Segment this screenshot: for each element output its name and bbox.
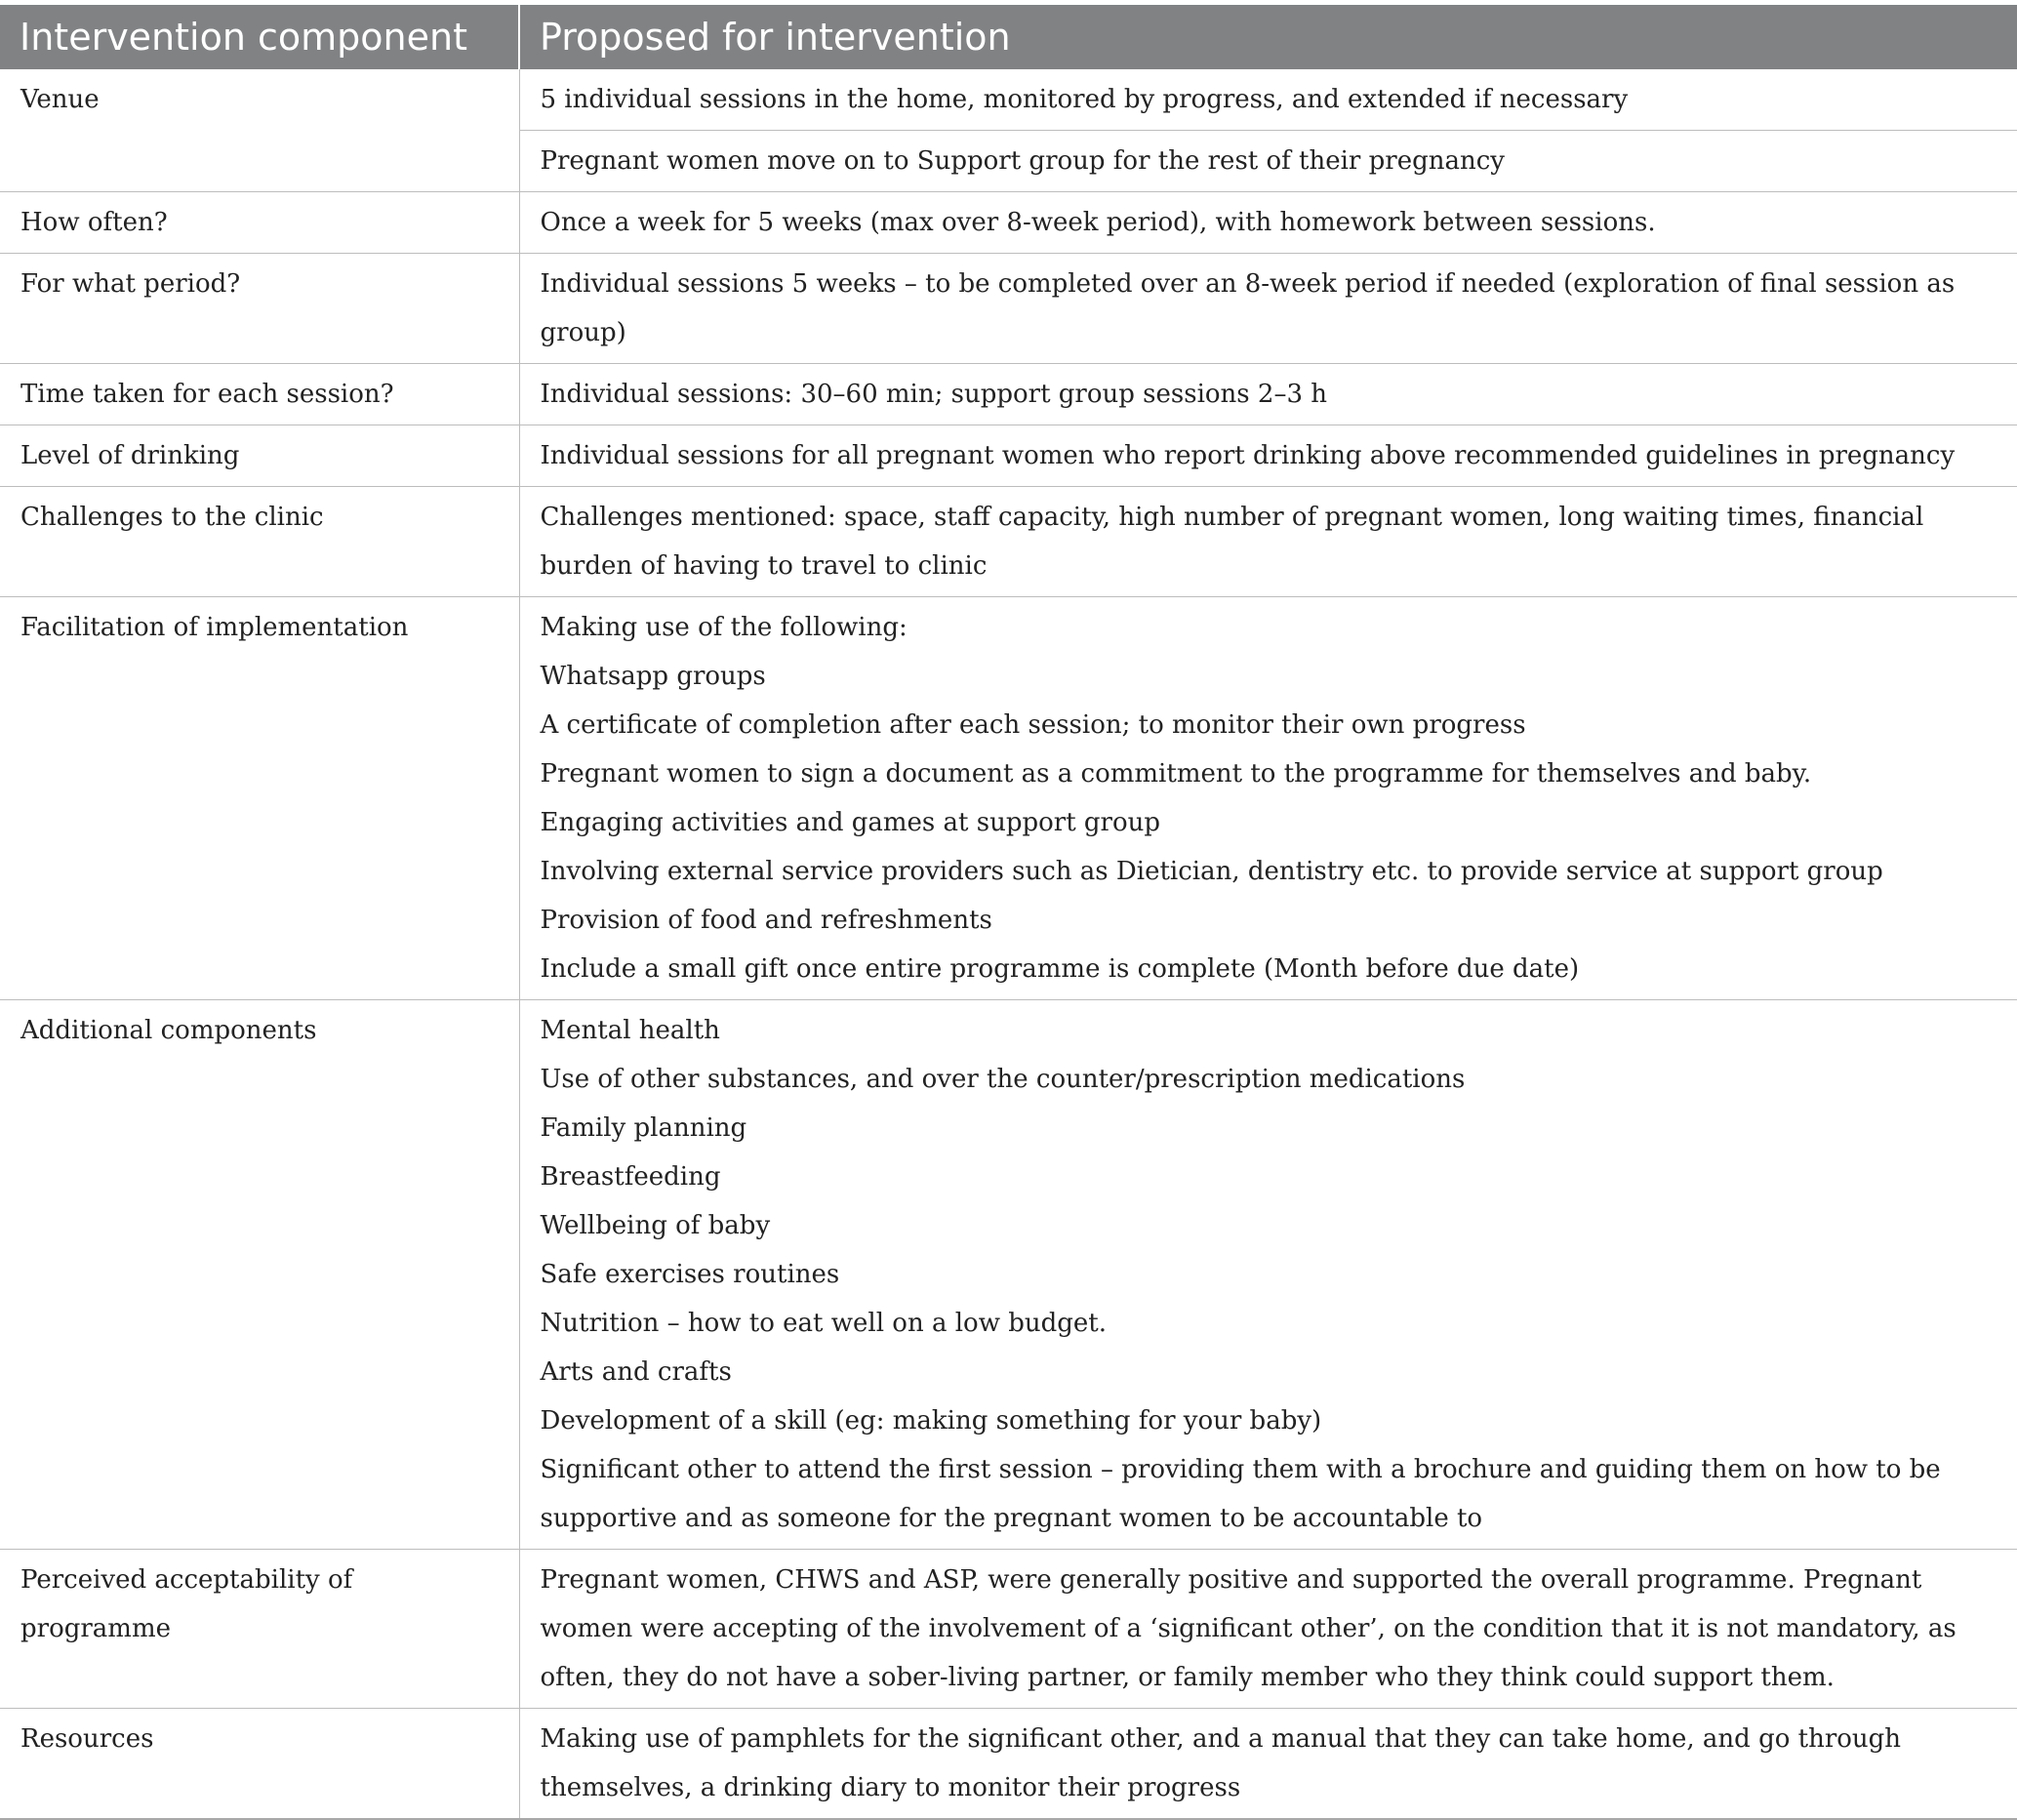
component-cell: Venue [0,69,519,192]
proposal-cell [519,192,2017,254]
proposal-line: Mental health [540,1016,720,1045]
component-cell: Facilitation of implementation [0,597,519,1000]
header-proposed-for-intervention: Proposed for intervention [519,5,2017,69]
component-cell: Perceived acceptability of programme [0,1550,519,1709]
proposal-line: 5 individual sessions in the home, monitored by progress, and extended if necessary [540,85,1629,114]
proposal-line: Once a week for 5 weeks (max over 8-week period), with homework between sessions. [540,208,1656,237]
header-row [0,5,2017,69]
table-row [0,192,2017,254]
proposal-line: Making use of the following: [540,613,908,642]
table-row [0,69,2017,131]
component-cell: Level of drinking [0,425,519,487]
component-cell: Additional components [0,1000,519,1550]
component-cell: For what period? [0,254,519,364]
proposal-line: Arts and crafts [540,1357,732,1387]
component-cell: Challenges to the clinic [0,487,519,597]
proposal-cell [519,69,2017,131]
proposal-line: Involving external service providers such as Dietician, dentistry etc. to provide service at support group [540,857,1883,886]
table-row [0,425,2017,487]
component-cell: Time taken for each session? [0,364,519,425]
proposal-line: Pregnant women, CHWS and ASP, were generally positive and supported the overall programme. Pregnant women were accepting of the involvement of a ‘significant other’, on the condition that it is not mandatory, as often, they do not have a sober-living partner, or family member who they think could support them. [540,1565,1956,1692]
table-row [0,1709,2017,1820]
proposal-cell [519,254,2017,364]
header-intervention-component: Intervention component [0,5,519,69]
proposal-line: Individual sessions for all pregnant women who report drinking above recommended guidelines in pregnancy [540,441,1956,470]
proposal-cell [519,1000,2017,1550]
proposal-line: Engaging activities and games at support group [540,808,1161,837]
proposal-line: Wellbeing of baby [540,1211,771,1240]
proposal-line: Pregnant women move on to Support group for the rest of their pregnancy [540,146,1505,176]
table-body [0,69,2017,1819]
proposal-line: Breastfeeding [540,1162,721,1192]
proposal-line: A certificate of completion after each session; to monitor their own progress [540,710,1526,740]
table-header [0,5,2017,69]
proposal-cell [519,597,2017,1000]
proposal-line: Making use of pamphlets for the significant other, and a manual that they can take home, and go through themselves, a drinking diary to monitor their progress [540,1724,1902,1802]
proposal-line: Nutrition – how to eat well on a low budget. [540,1309,1107,1338]
table-row [0,487,2017,597]
intervention-table [0,5,2017,1820]
proposal-cell [519,1550,2017,1709]
table-row [0,364,2017,425]
table-row [0,597,2017,1000]
table-row [0,1000,2017,1550]
proposal-cell [519,1709,2017,1820]
proposal-line: Include a small gift once entire programme is complete (Month before due date) [540,954,1580,984]
table-row [0,254,2017,364]
proposal-cell [519,487,2017,597]
table-row [0,1550,2017,1709]
proposal-cell [519,425,2017,487]
proposal-cell [519,364,2017,425]
proposal-line: Safe exercises routines [540,1260,840,1289]
proposal-line: Use of other substances, and over the counter/prescription medications [540,1065,1466,1094]
proposal-line: Family planning [540,1113,747,1143]
proposal-cell [519,131,2017,192]
proposal-line: Individual sessions: 30–60 min; support group sessions 2–3 h [540,380,1327,409]
component-cell: How often? [0,192,519,254]
proposal-line: Whatsapp groups [540,662,766,691]
component-cell: Resources [0,1709,519,1820]
proposal-line: Significant other to attend the first session – providing them with a brochure and guiding them on how to be supportive and as someone for the pregnant women to be accountable to [540,1455,1941,1533]
proposal-line: Challenges mentioned: space, staff capacity, high number of pregnant women, long waiting times, financial burden of having to travel to clinic [540,503,1924,581]
proposal-line: Provision of food and refreshments [540,906,992,935]
proposal-line: Individual sessions 5 weeks – to be completed over an 8-week period if needed (exploration of final session as group) [540,269,1956,347]
proposal-line: Pregnant women to sign a document as a commitment to the programme for themselves and baby. [540,759,1812,789]
proposal-line: Development of a skill (eg: making something for your baby) [540,1406,1322,1436]
